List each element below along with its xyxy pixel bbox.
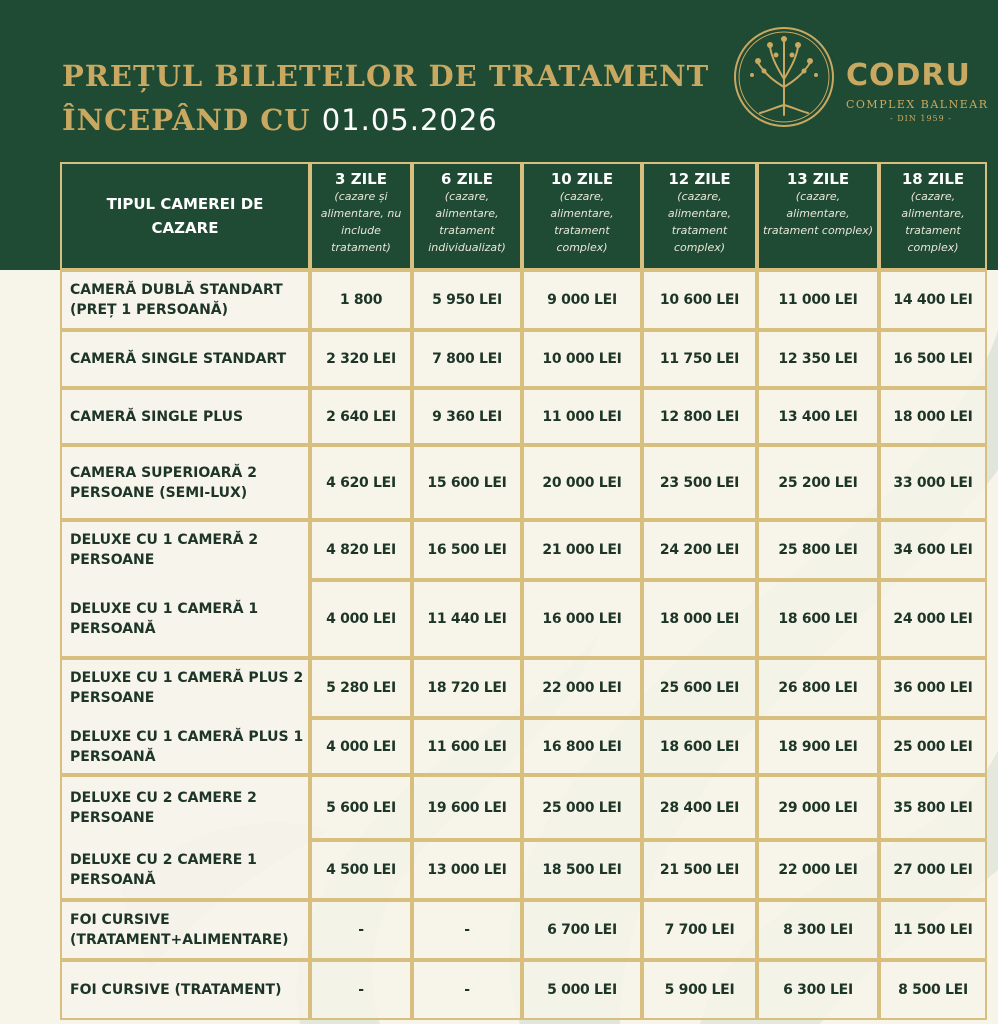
price-value: 25 200 LEI (778, 474, 858, 491)
price-value: 27 000 LEI (893, 862, 973, 878)
price-value: 13 400 LEI (778, 408, 858, 425)
column-days-label: 18 ZILE (901, 170, 965, 188)
price-cell (642, 775, 757, 840)
price-cell (310, 388, 412, 445)
row-label (62, 842, 308, 898)
row-label-text: DELUXE CU 2 CAMERE 1 PERSOANĂ (70, 852, 257, 888)
price-cell (412, 658, 522, 718)
price-cell (757, 580, 879, 658)
brand-subtitle: COMPLEX BALNEAR (846, 98, 989, 111)
price-value: 18 000 LEI (659, 611, 740, 627)
price-value: 25 000 LEI (893, 738, 973, 755)
price-cell (412, 580, 522, 658)
price-value: 16 000 LEI (542, 611, 622, 627)
price-cell (757, 775, 879, 840)
price-value: 14 400 LEI (893, 292, 973, 308)
price-value: 35 800 LEI (893, 799, 973, 816)
price-value: 36 000 LEI (893, 680, 973, 696)
row-label-text: CAMERĂ SINGLE PLUS (70, 408, 244, 425)
title-line-1: PREȚUL BILETELOR DE TRATAMENT (62, 59, 710, 93)
column-days-label: 12 ZILE (668, 170, 731, 188)
price-value: 10 600 LEI (659, 292, 740, 308)
price-cell (522, 840, 642, 900)
price-value: 15 600 LEI (427, 474, 507, 491)
price-value: 5 950 LEI (432, 292, 502, 308)
price-cell (522, 900, 642, 960)
price-value: 18 600 LEI (659, 738, 740, 755)
price-value: 1 800 (339, 292, 383, 308)
price-value: 11 000 LEI (542, 408, 622, 425)
price-value: 8 500 LEI (898, 982, 968, 998)
price-value: 11 440 LEI (427, 611, 507, 627)
row-label (62, 777, 308, 838)
column-days-label: 3 ZILE (335, 170, 387, 188)
price-value: 22 000 LEI (542, 680, 622, 696)
price-value: 16 800 LEI (542, 738, 622, 755)
price-value: - (358, 922, 364, 938)
price-cell (879, 960, 987, 1020)
price-value: - (464, 982, 470, 998)
price-value: 25 000 LEI (542, 799, 622, 816)
price-value: 29 000 LEI (778, 799, 858, 816)
price-cell (522, 520, 642, 580)
column-header (757, 162, 879, 270)
price-cell (879, 445, 987, 520)
price-cell (642, 840, 757, 900)
price-cell (879, 520, 987, 580)
row-label (62, 522, 308, 578)
price-cell (522, 960, 642, 1020)
price-cell (642, 520, 757, 580)
price-value: 34 600 LEI (893, 542, 973, 558)
price-cell (522, 775, 642, 840)
row-label-text: CAMERĂ DUBLĂ STANDART (PREȚ 1 PERSOANĂ) (70, 282, 283, 318)
price-cell (879, 270, 987, 330)
price-cell (412, 840, 522, 900)
price-cell (412, 330, 522, 388)
price-cell (522, 580, 642, 658)
row-label (60, 270, 310, 330)
price-cell (879, 718, 987, 775)
column-header (412, 162, 522, 270)
price-cell (642, 960, 757, 1020)
price-cell (642, 718, 757, 775)
price-cell (412, 775, 522, 840)
price-cell (310, 840, 412, 900)
row-label (60, 960, 310, 1020)
price-cell (757, 520, 879, 580)
row-label-text: DELUXE CU 1 CAMERĂ 2 PERSOANE (70, 532, 259, 568)
column-days-label: 13 ZILE (786, 170, 850, 188)
price-cell (879, 840, 987, 900)
price-cell (522, 330, 642, 388)
column-note: (cazare și alimentare, nu include tratament) (320, 190, 402, 254)
price-cell (642, 330, 757, 388)
column-note: (cazare, alimentare, tratament complex) (667, 190, 732, 254)
page-title (62, 54, 709, 142)
price-value: 18 000 LEI (893, 408, 973, 425)
column-header (879, 162, 987, 270)
price-value: 5 900 LEI (664, 982, 735, 998)
price-cell (879, 900, 987, 960)
price-value: 4 620 LEI (326, 474, 396, 491)
row-label-text: DELUXE CU 2 CAMERE 2 PERSOANE (70, 789, 257, 826)
price-cell (642, 445, 757, 520)
price-cell (522, 388, 642, 445)
column-note: (cazare, alimentare, tratament complex) (550, 190, 614, 254)
price-value: 26 800 LEI (778, 680, 858, 696)
price-cell (310, 718, 412, 775)
row-label-text: DELUXE CU 1 CAMERĂ 1 PERSOANĂ (70, 601, 259, 637)
price-value: 19 600 LEI (427, 799, 507, 816)
row-label (60, 445, 310, 520)
price-value: 11 500 LEI (893, 922, 973, 938)
brand-name: CODRU (846, 58, 971, 93)
column-note: (cazare, alimentare, tratament complex) (763, 190, 873, 237)
price-value: 13 000 LEI (427, 862, 507, 878)
price-value: 28 400 LEI (659, 799, 740, 816)
price-value: 9 360 LEI (432, 408, 502, 425)
price-cell (642, 580, 757, 658)
price-value: 16 500 LEI (427, 542, 507, 558)
price-value: 11 000 LEI (778, 292, 858, 308)
price-value: 18 900 LEI (778, 738, 858, 755)
price-value: 2 320 LEI (326, 351, 396, 367)
price-cell (310, 580, 412, 658)
price-value: 4 500 LEI (326, 862, 396, 878)
column-header (310, 162, 412, 270)
price-value: 7 800 LEI (432, 351, 502, 367)
price-value: 11 600 LEI (427, 738, 507, 755)
title-date: 01.05.2026 (321, 103, 498, 137)
price-cell (522, 658, 642, 718)
price-value: 18 720 LEI (427, 680, 507, 696)
price-cell (412, 388, 522, 445)
price-cell (412, 718, 522, 775)
price-value: 22 000 LEI (778, 862, 858, 878)
price-cell (879, 775, 987, 840)
price-cell (310, 330, 412, 388)
price-cell (757, 270, 879, 330)
price-value: 2 640 LEI (326, 408, 396, 425)
row-label-text: FOI CURSIVE (TRATAMENT) (70, 982, 282, 998)
price-value: 5 000 LEI (547, 982, 617, 998)
price-cell (310, 775, 412, 840)
price-cell (412, 270, 522, 330)
price-cell (310, 658, 412, 718)
price-cell (310, 520, 412, 580)
price-cell (757, 840, 879, 900)
price-cell (757, 330, 879, 388)
price-cell (757, 388, 879, 445)
price-value: 12 350 LEI (778, 351, 858, 367)
row-label (62, 720, 308, 773)
price-value: 4 820 LEI (326, 542, 396, 558)
price-cell (522, 270, 642, 330)
price-value: 24 000 LEI (893, 611, 973, 627)
title-line-2 (62, 98, 709, 142)
price-value: 9 000 LEI (547, 292, 617, 308)
price-value: 7 700 LEI (664, 922, 735, 938)
column-header (522, 162, 642, 270)
price-value: 4 000 LEI (326, 738, 396, 755)
row-label (60, 900, 310, 960)
price-cell (642, 900, 757, 960)
price-cell (412, 520, 522, 580)
row-label-text: DELUXE CU 1 CAMERĂ PLUS 1 PERSOANĂ (70, 728, 304, 765)
price-value: 20 000 LEI (542, 474, 622, 491)
price-cell (757, 900, 879, 960)
row-label (62, 582, 308, 656)
price-cell (879, 388, 987, 445)
price-value: 11 750 LEI (659, 351, 740, 367)
price-value: 6 300 LEI (783, 982, 853, 998)
price-cell (757, 658, 879, 718)
price-cell (642, 388, 757, 445)
price-value: 5 280 LEI (326, 680, 396, 696)
price-cell (642, 658, 757, 718)
row-label-text: CAMERĂ SINGLE STANDART (70, 351, 287, 367)
column-note: (cazare, alimentare, tratament complex) (901, 190, 965, 254)
price-cell (879, 580, 987, 658)
brand-since: - DIN 1959 - (890, 114, 952, 123)
price-cell (757, 960, 879, 1020)
row-label-text: CAMERA SUPERIOARĂ 2 PERSOANE (SEMI-LUX) (70, 464, 257, 501)
price-value: 25 800 LEI (778, 542, 858, 558)
corner-header-cell (60, 162, 310, 270)
price-cell (310, 960, 412, 1020)
price-cell (757, 718, 879, 775)
row-label-text: DELUXE CU 1 CAMERĂ PLUS 2 PERSOANE (70, 670, 304, 706)
price-value: 18 600 LEI (778, 611, 858, 627)
price-cell (412, 445, 522, 520)
column-days-label: 10 ZILE (550, 170, 614, 188)
price-value: 8 300 LEI (783, 922, 853, 938)
price-value: 5 600 LEI (326, 799, 396, 816)
column-days-label: 6 ZILE (441, 170, 493, 188)
price-value: 18 500 LEI (542, 862, 622, 878)
row-label (60, 330, 310, 388)
price-cell (412, 900, 522, 960)
price-value: - (358, 982, 364, 998)
corner-header-label: TIPUL CAMEREI DE CAZARE (106, 195, 264, 237)
price-value: 21 500 LEI (659, 862, 740, 878)
column-header (642, 162, 757, 270)
price-cell (642, 270, 757, 330)
price-value: 25 600 LEI (659, 680, 740, 696)
price-value: 23 500 LEI (659, 474, 740, 491)
price-cell (879, 658, 987, 718)
price-value: 16 500 LEI (893, 351, 973, 367)
price-cell (310, 900, 412, 960)
row-label (62, 660, 308, 716)
price-cell (522, 718, 642, 775)
price-value: 24 200 LEI (659, 542, 740, 558)
price-value: 21 000 LEI (542, 542, 622, 558)
price-cell (522, 445, 642, 520)
price-value: 33 000 LEI (893, 474, 973, 491)
tree-logo-icon (732, 25, 836, 129)
price-value: 10 000 LEI (542, 351, 622, 367)
price-value: 6 700 LEI (547, 922, 617, 938)
price-cell (879, 330, 987, 388)
price-value: 12 800 LEI (659, 408, 740, 425)
price-value: 4 000 LEI (326, 611, 396, 627)
price-cell (757, 445, 879, 520)
title-line-2-prefix: ÎNCEPÂND CU (62, 103, 311, 137)
price-cell (310, 270, 412, 330)
price-cell (412, 960, 522, 1020)
row-label-text: FOI CURSIVE (TRATAMENT+ALIMENTARE) (70, 912, 289, 948)
price-cell (310, 445, 412, 520)
column-note: (cazare, alimentare, tratament individualizat) (428, 190, 506, 254)
price-value: - (464, 922, 470, 938)
row-label (60, 388, 310, 445)
